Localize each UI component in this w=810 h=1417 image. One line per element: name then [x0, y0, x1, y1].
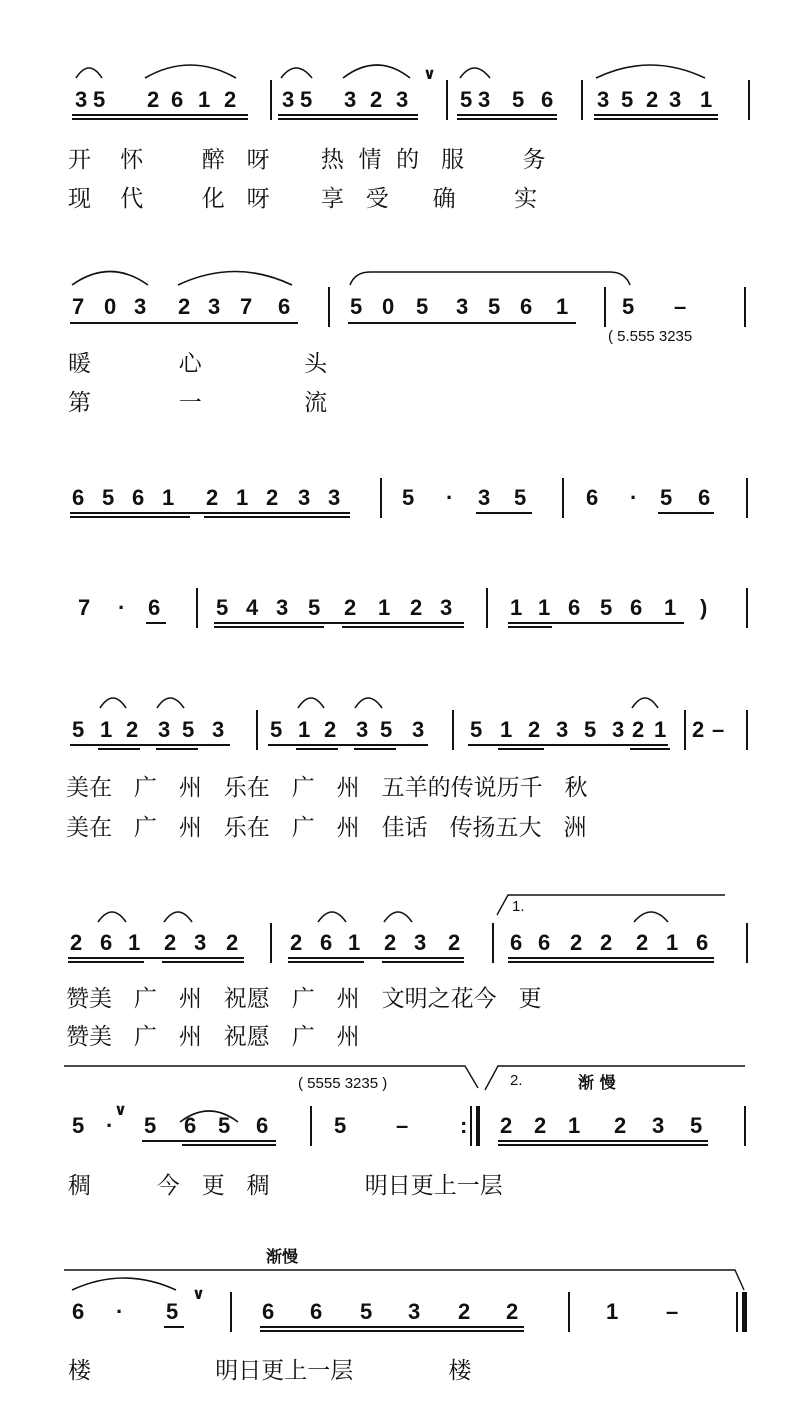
lyric-line: 开 怀 醉 呀 热 情 的 服 务	[68, 147, 546, 173]
note: 1	[700, 87, 713, 112]
note: 5	[93, 87, 106, 112]
note: 5	[621, 87, 634, 112]
lyric-line: 美在 广 州 乐在 广 州 佳话 传扬五大 洲	[66, 815, 587, 841]
note: 2	[646, 87, 659, 112]
lyric-line: 第 一 流	[68, 390, 328, 416]
lyric-line: 楼 明日更上一层 楼	[68, 1358, 472, 1384]
note: 2	[370, 87, 383, 112]
interlude-note: ( 5555 3235 )	[298, 1075, 388, 1092]
lyric-line: 美在 广 州 乐在 广 州 五羊的传说历千 秋	[66, 775, 588, 801]
note: 3	[344, 87, 357, 112]
lyric-line: 稠 今 更 稠 明日更上一层	[68, 1173, 503, 1199]
tempo-mark: 渐 慢	[578, 1073, 616, 1092]
note: 3	[669, 87, 682, 112]
note: 3	[282, 87, 295, 112]
note: 3	[75, 87, 88, 112]
volta-1: 1.	[512, 898, 525, 915]
lyric-line: 现 代 化 呀 享 受 确 实	[68, 186, 538, 212]
note: 1	[198, 87, 211, 112]
note: 3	[597, 87, 610, 112]
volta-2: 2.	[510, 1072, 523, 1089]
note: 6	[171, 87, 184, 112]
lyric-line: 赞美 广 州 祝愿 广 州 文明之花今 更	[66, 986, 542, 1012]
note: 3	[396, 87, 409, 112]
lyric-line: 赞美 广 州 祝愿 广 州	[66, 1024, 360, 1050]
note: 3	[478, 87, 491, 112]
interlude-note: ( 5.555 3235	[608, 328, 693, 345]
note: 2	[147, 87, 160, 112]
note: 5	[300, 87, 313, 112]
tempo-mark: 渐慢	[266, 1247, 299, 1266]
note: 6	[541, 87, 554, 112]
lyric-line: 暖 心 头	[68, 351, 328, 377]
note: 2	[224, 87, 237, 112]
note: 5	[460, 87, 473, 112]
note: 5	[512, 87, 525, 112]
